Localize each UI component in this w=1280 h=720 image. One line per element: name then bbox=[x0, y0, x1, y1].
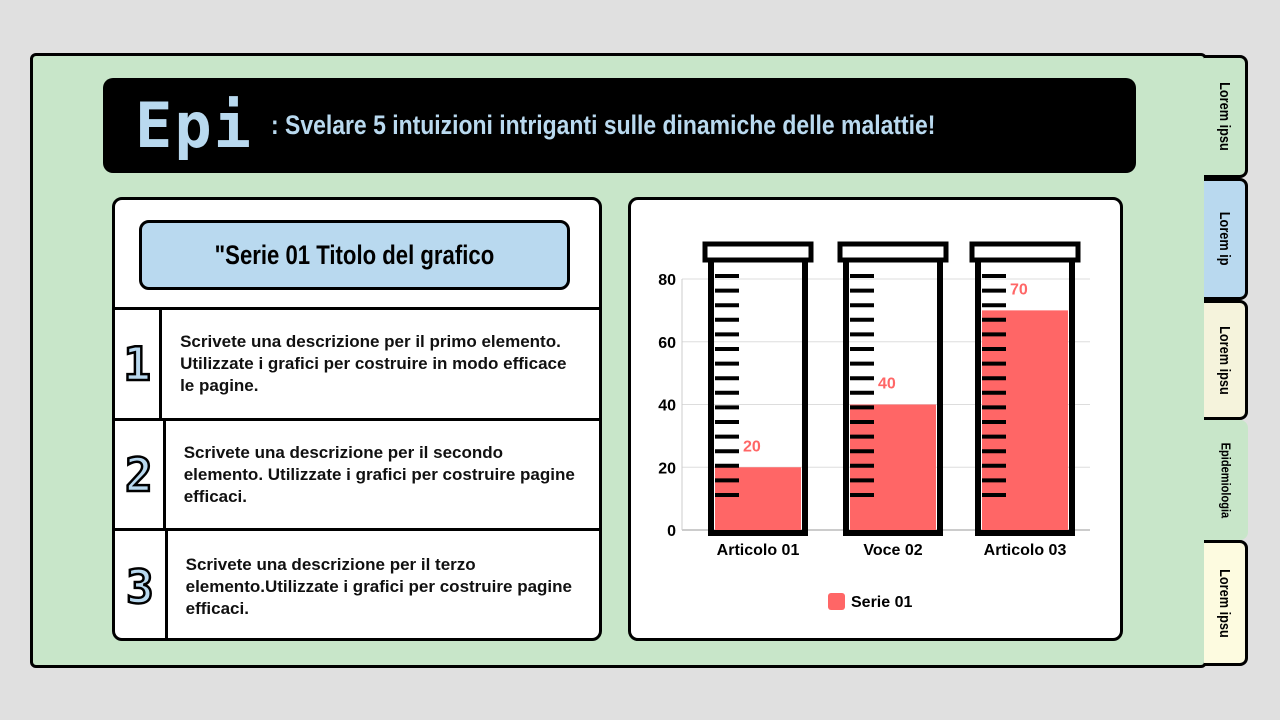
x-tick-label: Articolo 01 bbox=[716, 542, 800, 559]
tube-lip bbox=[840, 244, 946, 260]
item-number: 2 bbox=[115, 421, 166, 528]
tab-5[interactable] bbox=[1204, 540, 1248, 666]
bar bbox=[715, 467, 801, 530]
tab-2[interactable] bbox=[1204, 178, 1248, 300]
legend-label: Serie 01 bbox=[851, 594, 913, 611]
chart-card bbox=[628, 197, 1123, 641]
tab-label: Lorem ipsu bbox=[1216, 568, 1233, 638]
data-label: 40 bbox=[878, 375, 896, 393]
y-tick-label: 40 bbox=[658, 397, 676, 415]
tab-1[interactable] bbox=[1204, 55, 1248, 178]
logo: Epi bbox=[135, 89, 253, 162]
list-item bbox=[115, 528, 599, 641]
item-number: 3 bbox=[115, 531, 168, 641]
tube bbox=[705, 244, 811, 533]
item-description: Scrivete una descrizione per il secondo elemento. Utilizzate i grafici per costruire pagine efficaci. bbox=[183, 442, 575, 506]
item-number: 1 bbox=[115, 310, 162, 418]
chart-title-pill bbox=[139, 220, 570, 290]
tube-lip bbox=[972, 244, 1078, 260]
description-card bbox=[112, 197, 602, 641]
list-item bbox=[115, 307, 599, 418]
data-label: 70 bbox=[1010, 281, 1028, 299]
tube-lip bbox=[705, 244, 811, 260]
tab-label: Lorem ip bbox=[1216, 212, 1233, 266]
y-tick-label: 0 bbox=[667, 523, 676, 540]
y-tick-label: 80 bbox=[658, 272, 676, 289]
legend-swatch bbox=[828, 593, 845, 610]
tab-3[interactable] bbox=[1204, 300, 1248, 420]
data-label: 20 bbox=[743, 438, 761, 456]
x-tick-label: Articolo 03 bbox=[983, 542, 1067, 559]
tab-label: Lorem ipsu bbox=[1216, 82, 1233, 151]
item-description: Scrivete una descrizione per il primo elemento. Utilizzate i grafici per costruire in modo efficace le pagine. bbox=[180, 332, 567, 395]
x-tick-label: Voce 02 bbox=[863, 542, 923, 559]
tab-label: Lorem ipsu bbox=[1216, 325, 1233, 395]
header-bar bbox=[103, 78, 1136, 173]
y-tick-label: 60 bbox=[658, 334, 676, 352]
test-tube-chart bbox=[631, 200, 1120, 638]
item-description: Scrivete una descrizione per il terzo elemento.Utilizzate i grafici per costruire pagine efficaci. bbox=[185, 555, 572, 618]
chart-title: "Serie 01 Titolo del grafico bbox=[214, 239, 495, 270]
y-tick-label: 20 bbox=[658, 460, 676, 478]
page-title: : Svelare 5 intuizioni intriganti sulle dinamiche delle malattie! bbox=[270, 110, 936, 140]
list-item bbox=[115, 418, 599, 528]
tab-epidemiologia[interactable] bbox=[1204, 420, 1248, 540]
tab-label: Epidemiologia bbox=[1218, 442, 1234, 518]
